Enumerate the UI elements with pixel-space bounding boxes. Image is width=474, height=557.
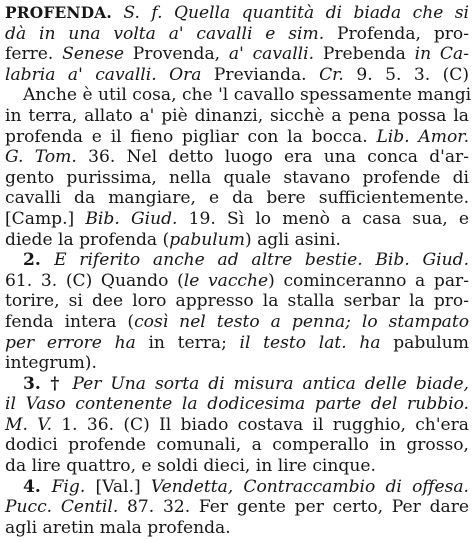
entry-line [5,271,469,292]
text-run: profenda e il fieno pigliar con la bocca. [5,126,377,147]
sense-4-line [5,477,469,498]
entry-line [5,44,469,65]
text-run: Anche è util cosa, che 'l cavallo spessamente mangi [23,85,472,106]
italic-run: a' cavalli. [228,44,315,65]
italic-run: E riferito anche ad altre bestie. Bib. Giud. [54,250,469,271]
text-run: Prebenda [314,44,415,65]
bold-numeral: 4. [23,476,52,497]
italic-run: Per Una sorta di misura antica delle biade, [72,373,469,394]
text-run: in terra; [135,332,240,353]
italic-run: Cr. [319,64,344,85]
text-run: ferre. [5,44,63,65]
italic-run: Bib. Giud. [85,208,178,229]
text-run: integrum). [5,353,97,374]
entry-line [5,497,469,518]
italic-run: pabulum [169,229,245,250]
bold-numeral: 3. † [23,373,73,394]
entry-line [5,3,469,24]
italic-run: Fig. [51,476,86,497]
text-run: 1. 36. (C) Il biado costava il rugghio, ch'era [52,414,469,435]
italic-run: labria a' cavalli. Ora [5,64,202,85]
text-run: diede la profenda ( [5,229,170,250]
entry-line [5,312,469,333]
text-run: 9. 5. 3. (C) [343,64,469,85]
text-run: gento purissima, nella quale stavano profende di [5,167,469,188]
text-run: Provenda, [123,44,229,65]
entry-line [5,291,469,312]
text-run: pabulum [380,332,469,353]
text-run [112,3,123,23]
sense-2-line [5,250,469,271]
italic-run: così nel testo a penna; lo stampato [134,311,469,332]
sense-3-line [5,374,469,395]
text-run: 61. 3. (C) Quando ( [5,270,184,291]
italic-run: il Vaso contenente la dodicesima parte del rubbio. [5,394,469,415]
text-run: agli aretin mala profenda. [5,517,231,538]
entry-line [5,168,469,189]
text-run: da lire quattro, e soldi dieci, in lire cinque. [5,456,376,477]
italic-run: G. Tom. [5,147,77,168]
text-run: in terra, allato a' piè dinanzi, sicchè a pena possa la [5,105,469,126]
italic-run: le vacche [183,270,269,291]
text-run: 19. Sì lo menò a casa sua, e [177,208,469,229]
italic-run: Vendetta, Contraccambio di offesa. [150,476,469,497]
text-run: ) cominceranno a par- [268,270,469,291]
entry-line [5,353,469,374]
italic-run: il testo lat. ha [239,332,381,353]
italic-run: in Ca- [414,44,469,65]
entry-line [5,127,469,148]
entry-line [5,85,472,106]
italic-run: S. f. Quella quantità di biada che si [123,3,469,23]
text-run: 36. Nel detto luogo era una conca d'ar- [76,147,470,168]
italic-run: Senese [62,44,124,65]
text-run: [Val.] [85,476,151,497]
italic-run: Pucc. Centil. [5,497,119,518]
text-run: [Camp.] [5,208,86,229]
headword: PROFENDA. [5,4,112,22]
entry-line [5,188,469,209]
dictionary-entry-profenda [5,3,472,538]
entry-line [5,415,469,436]
entry-line [5,230,469,251]
entry-line [5,333,469,354]
text-run: torire, si dee loro appresso la stalla serbar la pro- [5,291,469,312]
italic-run: dà in una volta a' cavalli e sim. [5,23,325,44]
entry-line [5,394,469,415]
bold-numeral: 2. [23,250,55,271]
text-run: ) agli asini. [244,229,341,250]
text-run: fenda intera ( [5,311,135,332]
entry-line [5,456,469,477]
entry-line [5,518,469,539]
entry-line [5,209,469,230]
entry-line [5,147,469,168]
italic-run: M. V. [5,414,53,435]
entry-line [5,65,469,86]
entry-line [5,24,469,45]
italic-run: Lib. Amor. [376,126,470,147]
text-run: 87. 32. Fer gente per certo, Per dare [118,497,469,518]
entry-line [5,106,469,127]
text-run: Previanda. [201,64,320,85]
text-run: Profenda, pro- [324,23,470,44]
italic-run: per errore ha [5,332,136,353]
text-run: cavalli da mangiare, e da bere sufficientemente. [5,188,469,209]
text-run: dodici profende comunali, a comperallo in grosso, [5,435,469,456]
entry-line [5,435,469,456]
